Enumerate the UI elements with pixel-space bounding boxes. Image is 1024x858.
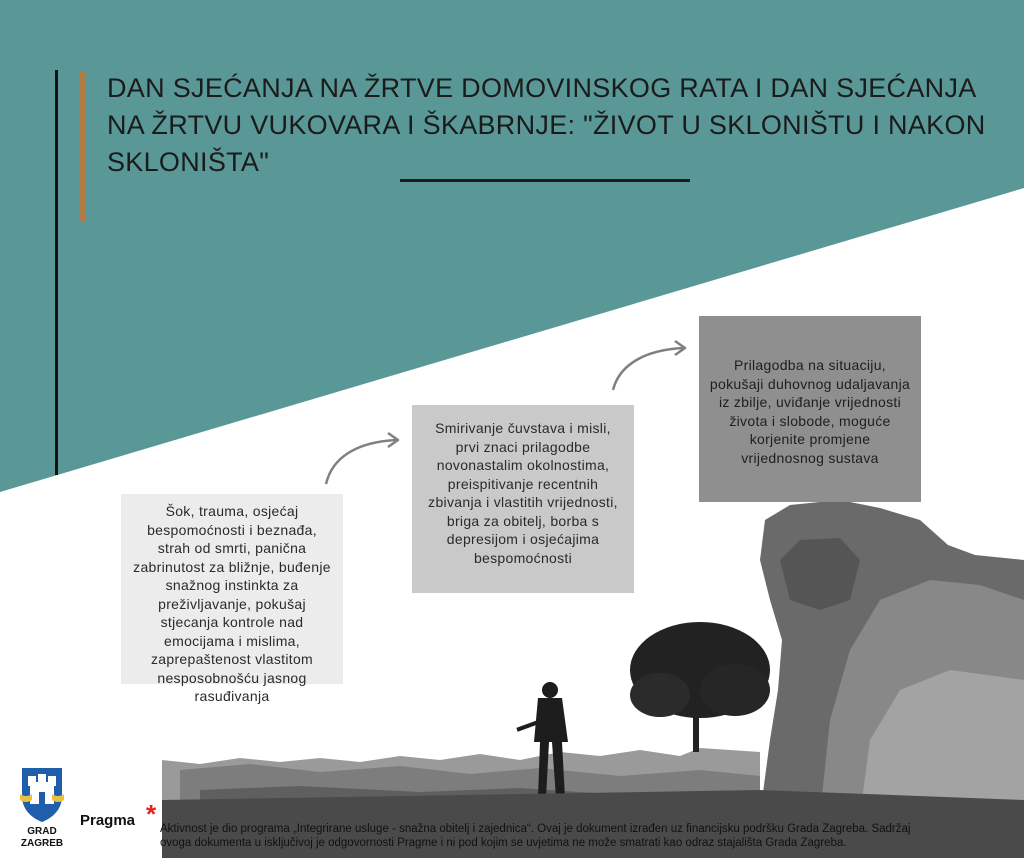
stage-box-1 (121, 494, 343, 704)
pragma-star-icon: * (146, 799, 157, 829)
stage-text-2: Smirivanje čuvstava i misli, prvi znaci prilagodbe novonastalim okolnostima, preispitivanje recentnih zbivanja i vlastitih vrijednosti, briga za obitelj, borba s depresijom i osjećajima bespomoćnosti (428, 420, 618, 566)
accent-bar (79, 72, 86, 222)
footer-line-2: ovoga dokumenta u isključivoj je odgovornosti Pragme i ni pod kojim se uvjetima ne može smatrati kao odraz stajališta Grada Zagreba. (160, 837, 847, 849)
footer-disclaimer (160, 822, 1022, 850)
stage-box-3 (699, 316, 921, 502)
pragma-logo: Pragma (80, 812, 136, 829)
footer-line-1: Aktivnost je dio programa „Integrirane usluge - snažna obitelj i zajednica“. Ovaj je dokument izrađen uz financijsku podršku Grada Zagreba. Sadržaj (160, 823, 911, 835)
title-underline (400, 179, 690, 182)
curved-arrow-icon-1 (318, 428, 408, 490)
zagreb-coat-of-arms-icon (14, 764, 70, 824)
logo-city-line1: GRAD (27, 826, 57, 837)
stage-text-3: Prilagodba na situaciju, pokušaji duhovnog udaljavanja iz zbilje, uviđanje vrijednosti života i slobode, moguće korjenite promjene vrijednosnog sustava (709, 357, 911, 466)
page-title: DAN SJEĆANJA NA ŽRTVE DOMOVINSKOG RATA I DAN SJEĆANJA NA ŽRTVU VUKOVARA I ŠKABRNJE: "ŽIVOT U SKLONIŠTU I NAKON SKLONIŠTA" (107, 73, 986, 177)
vertical-divider (55, 70, 58, 475)
logo-city-line2: ZAGREB (20, 838, 64, 849)
curved-arrow-icon-2 (605, 338, 695, 394)
stage-text-1: Šok, trauma, osjećaj bespomoćnosti i beznađa, strah od smrti, panična zabrinutost za bližnje, buđenje snažnog instinkta za preživljavanje, pokušaj stjecanja kontrole nad emocijama i mislima, zaprepaštenost vlastitom nesposobnošću jasnog rasuđivanja (133, 503, 331, 704)
stage-box-2 (412, 405, 634, 593)
